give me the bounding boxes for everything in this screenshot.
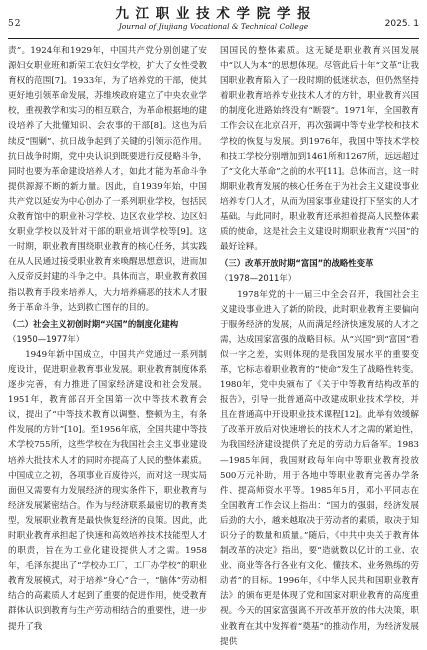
paragraph: 责”。1924年和1929年，中国共产党分别创建了安源妇女职业班和新荣工农妇女学校，扩大了女性受教育权的范围[7]。1933年，为了培养党的干部，使其更好地引领革命发展，苏维埃政府建立了中央农业学校，重视教学和实习的相互联合，为革命根据地的建设培养了大批懂知识、会农事的干部[8]。这也为后续反“围剿”、抗日战争起到了关键的引领示范作用。抗日战争时期，党中央认识到既要进行反侵略斗争，同时也要为革命建设培养人才，如此才能为革命斗争提供源源不断的新力量。因此，自1939年始，中国共产党以延安为中心创办了一系列职业学校，包括民众教育馆中的职业补习学校、边区农业学校、边区妇女职业学校以及针对干部的职业培训学校等[9]。这一时期，职业教育围绕职业教育的核心任务，其实践在从人民通过接受职业教育来唤醒思想意识，进而加入反帝反封建的斗争之中。具体而言，职业教育救国指以教育手段来培养人，大力培养痛恶的技术人才服务于革命斗争，达到救亡图存的目的。 — [8, 46, 207, 313]
paragraph: 1978年党的十一届三中全会召开，我国社会主义建设事业进入了新的阶段，此时职业教育主要偏向于服务经济的发展，从而满足经济快速发展的人才之需，达成国家富强的战略目标。从“兴国”到“富国”看似一字之差，实则体现的是我国发展水平的重要变革，它标志着职业教育的“使命”发生了战略性转变。1980年，党中央颁布了《关于中等教育结构改革的报告》，引导一批普通高中改建成职业技术学校，并且在普通高中开设职业技术课程[12]。此举有效缓解了改革开放后对快速增长的技术人才之需的紧迫性，为我国经济建设提供了充足的劳动力后备军。1983—1985年间，我国财政每年向中等职业教育投放500万元补助，用于各地中等职业教育完善办学条件、提高师资水平等。1985年5月，邓小平同志在全国教育工作会议上指出：“国力的强弱，经济发展后劲的大小，越来越取决于劳动者的素质，取决于知识分子的数量和质量。”随后，《中共中央关于教育体制改革的决定》指出，要“造就数以亿计的工业、农业、商业等各行各业有文化、懂技术、业务熟练的劳动者”的目标。1996年，《中华人民共和国职业教育法》的颁布更是体现了党和国家对职业教育的高度重视。今天的国家富强离不开改革开放的伟大决策，职业教育在其中发挥着“奠基”的推动作用，为经济发展提供 — [220, 289, 419, 647]
body-columns — [8, 44, 419, 647]
section-title: （二）社会主义初创时期“兴国”的制度化建构 — [8, 318, 179, 329]
section-title: （三）改革开放时期“富国”的战略性变革 — [220, 258, 374, 269]
section-heading — [8, 317, 207, 347]
journal-title-en: Journal of Jiujiang Vocational & Technical College — [118, 22, 309, 31]
running-header — [8, 6, 419, 39]
journal-title-block — [8, 6, 419, 32]
left-column — [8, 44, 207, 632]
issue-number: 2025. 1 — [384, 19, 419, 29]
paragraph: 国国民的整体素质。这无疑是职业教育兴国发展中“以人为本”的思想体现。尽管此后十年“文革”让我国职业教育陷入了一段时期的低迷状态，但仍然坚持着职业教育培养专业技术人才的方针，职业教育兴国的制度化进路始终没有“断裂”。1971年，全国教育工作会议在北京召开，再次强调中等专业学校和技术学校的恢复与发展。到1976年，我国中等技术学校和技工学校分别增加到1461所和1267所，远远超过了“文化大革命”之前的水平[11]。总体而言，这一时期职业教育发展的核心任务在于为社会主义建设事业培养专门人才，从而为国家事业建设打下坚实的人才基础。与此同时，职业教育还承担着提高人民整体素质的使命，这是社会主义建设时期职业教育“兴国”的最好诠释。 — [220, 46, 419, 253]
right-column — [220, 44, 419, 647]
section-years: （1978—2011年） — [220, 273, 297, 284]
section-heading — [220, 256, 419, 286]
page-number: 52 — [8, 19, 22, 29]
section-years: （1950—1977年） — [8, 333, 85, 344]
journal-title-cn: 九 江 职 业 技 术 学 院 学 报 — [115, 6, 312, 22]
paragraph: 1949年新中国成立，中国共产党通过一系列制度设计，促进职业教育事业发展。职业教育制度体系逐步完善，有力推进了国家经济建设和社会发展。1951年，教育部召开全国第一次中等技术教育会议，提出了“中等技术教育以调整、整顿为主，有条件发展的方针”[10]。至1956年底，全国共建中等技术学校755所，这些学校在为我国社会主义事业建设培养大批技术人才的同时亦提高了人民的整体素质。中国成立之初，各项事业百废待兴，而对这一现实局面但又需要有力发展经济的现实条件下，职业教育与经济发展紧密结合。作为与经济联系最密切的教育类型，发展职业教育是最快恢复经济的良策。因此，此时职业教育承担起了快速和高效培养技术技能型人才的职责，旨在为工业化建设提供人才之需。1958年，毛泽东提出了“学校办工厂，工厂办学校”的职业教育发展模式，对于培养“身心”合一，“脑体”劳动相结合的高素质人才起到了重要的促进作用，使受教育群体认识到教育与生产劳动相结合的重要性，进一步提升了我 — [8, 349, 207, 632]
